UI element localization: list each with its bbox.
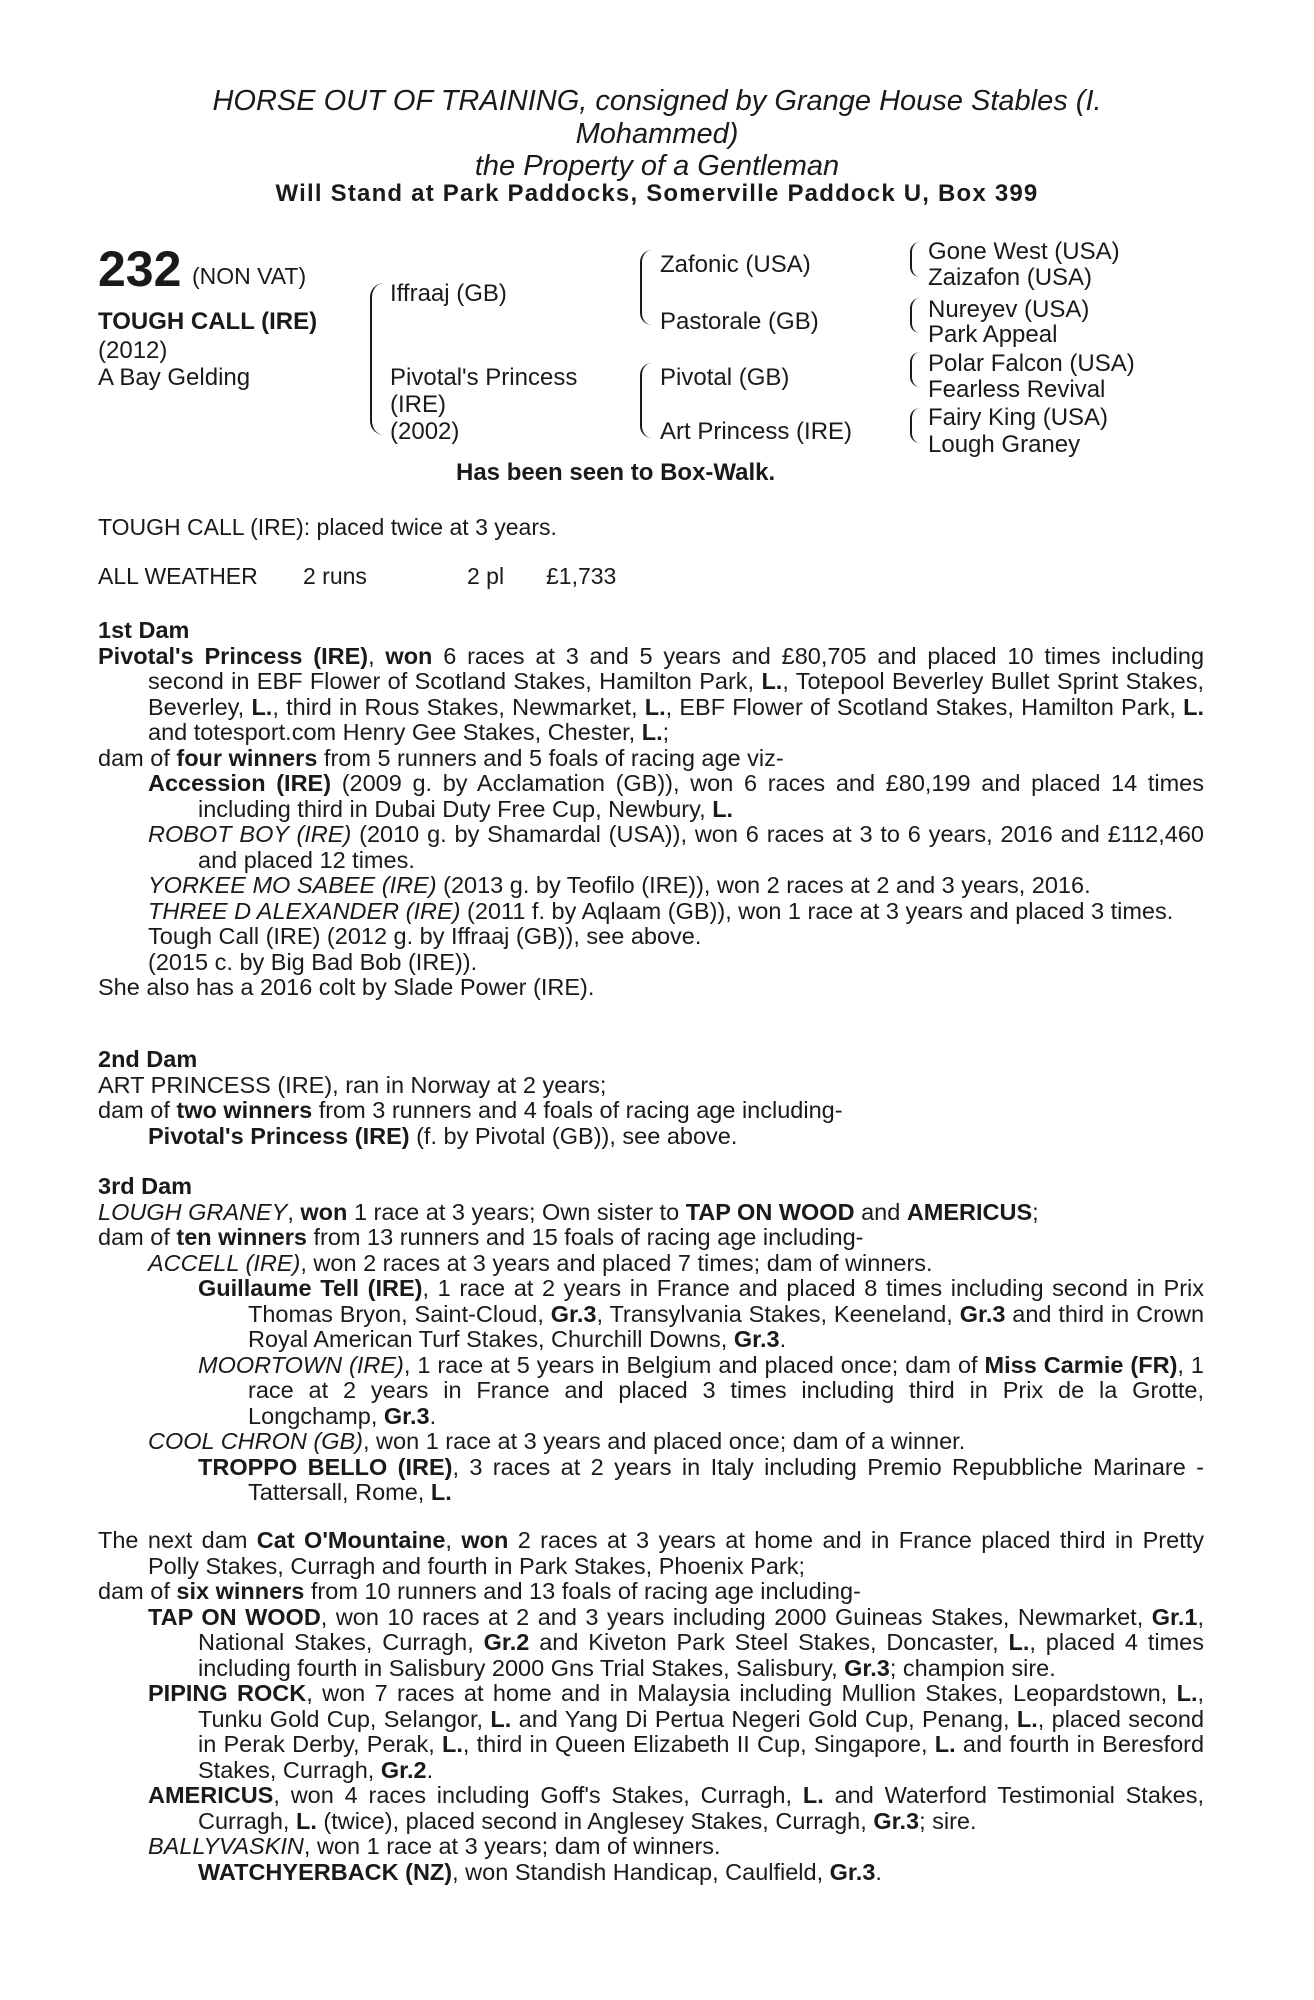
text: and third in Crown Royal American Turf Stakes, Churchill Downs, xyxy=(248,1300,1205,1352)
text: (twice), placed second in Anglesey Stakes, Curragh, xyxy=(323,1807,867,1834)
entry-name: Miss Carmie (FR) xyxy=(984,1351,1178,1378)
text: , Tunku Gold Cup, Selangor, xyxy=(198,1680,1205,1732)
next-dam-section xyxy=(98,1528,1204,1885)
lot-description: A Bay Gelding xyxy=(98,364,251,391)
text: from 3 runners and 4 foals of racing age including- xyxy=(318,1097,843,1123)
text: , 1 race at 2 years in France and placed 3 times including third in Prix de la Grotte, Longchamp, xyxy=(248,1351,1204,1429)
text: . xyxy=(875,1858,882,1885)
entry-moortown xyxy=(98,1353,1204,1430)
winners-count: six winners xyxy=(176,1578,305,1604)
text: and Kiveton Park Steel Stakes, Doncaster, xyxy=(539,1629,999,1655)
listed-mark: L. xyxy=(934,1731,956,1757)
pedigree-brace-sire xyxy=(640,250,652,325)
pedigree-dds: Fairy King (USA) xyxy=(928,404,1109,431)
text: (2009 g. by Acclamation (GB)), won 6 races and £80,199 and placed 14 times including third in Dubai Duty Free Cup, Newbury, xyxy=(198,770,1205,822)
pedigree-dsd: Fearless Revival xyxy=(928,376,1106,403)
pedigree-dam-2: (IRE) xyxy=(390,391,446,418)
entry-accell xyxy=(98,1251,1204,1277)
text: , third in Rous Stakes, Newmarket, xyxy=(272,693,638,720)
dam-name: LOUGH GRANEY xyxy=(98,1198,288,1225)
second-dam-section xyxy=(98,1047,1204,1149)
listed-mark: L. xyxy=(430,1479,452,1505)
text: . xyxy=(779,1326,787,1352)
text: , National Stakes, Curragh, xyxy=(198,1603,1204,1655)
header-line-1: HORSE OUT OF TRAINING, consigned by Grange House Stables (I. xyxy=(212,85,1102,117)
group-mark: Gr.2 xyxy=(380,1756,427,1783)
text: ; champion sire. xyxy=(889,1654,1056,1681)
record-placed: 2 pl xyxy=(467,563,505,589)
entry-name: COOL CHRON (GB) xyxy=(148,1428,363,1454)
winners-count: two winners xyxy=(176,1097,313,1123)
text: ; xyxy=(1032,1198,1039,1225)
box-walk-note: Has been seen to Box-Walk. xyxy=(456,459,776,486)
text: , 1 race at 5 years in Belgium and placed once; dam of xyxy=(403,1351,978,1378)
pedigree-brace-4 xyxy=(910,408,920,443)
race-summary: TOUGH CALL (IRE): placed twice at 3 years. xyxy=(98,514,557,540)
text: , won Standish Handicap, Caulfield, xyxy=(452,1858,824,1885)
record-earnings: £1,733 xyxy=(546,563,617,589)
entry-name: Guillaume Tell (IRE) xyxy=(198,1275,423,1301)
text: from 5 runners and 5 foals of racing age viz- xyxy=(323,744,784,771)
lot-vat: (NON VAT) xyxy=(192,263,307,289)
second-dam-line-1: ART PRINCESS (IRE), ran in Norway at 2 years; xyxy=(98,1071,607,1098)
text: ; sire. xyxy=(919,1807,977,1834)
listed-mark: L. xyxy=(802,1782,824,1808)
won-label: won xyxy=(461,1527,509,1553)
group-mark: Gr.3 xyxy=(959,1300,1006,1327)
text: 6 races at 3 and 5 years and £80,705 and placed 10 times including second in EBF Flower of Scotland Stakes, Hamilton Park, xyxy=(148,642,1205,694)
text: . xyxy=(429,1402,437,1429)
header-stand-line: Will Stand at Park Paddocks, Somerville Paddock U, Box 399 xyxy=(275,180,1039,207)
text: , placed second in Perak Derby, Perak, xyxy=(198,1705,1205,1757)
text: dam of xyxy=(98,1097,170,1123)
third-dam-section xyxy=(98,1174,1204,1506)
entry-troppo-bello xyxy=(98,1455,1204,1506)
entry-name: TROPPO BELLO (IRE) xyxy=(198,1453,453,1480)
pedigree-dam-dam: Art Princess (IRE) xyxy=(660,418,853,445)
record-runs: 2 runs xyxy=(303,563,367,589)
listed-mark: L. xyxy=(490,1705,512,1732)
entry-watchyerback xyxy=(98,1860,1204,1886)
header-line-2: Mohammed) xyxy=(575,118,739,150)
entry-name: BALLYVASKIN xyxy=(148,1833,304,1859)
lot-number: 232 xyxy=(98,241,182,297)
pedigree-sire-sire: Zafonic (USA) xyxy=(660,251,811,278)
text: dam of xyxy=(98,744,170,771)
group-mark: Gr.3 xyxy=(733,1326,780,1352)
group-mark: Gr.3 xyxy=(550,1300,597,1327)
entry-name: AMERICUS xyxy=(148,1782,274,1808)
first-dam-2016-colt: She also has a 2016 colt by Slade Power (IRE). xyxy=(98,974,595,1000)
text: , xyxy=(287,1198,294,1225)
text: , won 1 race at 3 years; dam of winners. xyxy=(303,1833,721,1859)
text: 1 race at 3 years; Own sister to xyxy=(353,1198,680,1225)
text: , xyxy=(445,1527,452,1553)
group-mark: Gr.1 xyxy=(1151,1603,1198,1630)
listed-mark: L. xyxy=(441,1731,463,1757)
lot-name: TOUGH CALL (IRE) xyxy=(98,308,318,335)
first-dam-name: Pivotal's Princess (IRE) xyxy=(98,642,369,669)
offspring-robot-boy xyxy=(98,822,1204,873)
text: dam of xyxy=(98,1224,170,1250)
third-dam-line-2 xyxy=(98,1225,1204,1251)
text: . xyxy=(426,1756,434,1783)
group-mark: Gr.2 xyxy=(483,1629,530,1655)
pedigree-brace-main xyxy=(370,283,384,435)
pedigree-ddd: Lough Graney xyxy=(928,431,1081,458)
first-dam-section xyxy=(98,618,1204,1001)
offspring-name: ROBOT BOY (IRE) xyxy=(148,821,352,847)
text: from 13 runners and 15 foals of racing age including- xyxy=(313,1224,864,1250)
offspring-tough-call: Tough Call (IRE) (2012 g. by Iffraaj (GB)), see above. xyxy=(148,923,702,949)
pedigree-sdd: Park Appeal xyxy=(928,321,1058,348)
listed-mark: L. xyxy=(641,719,663,745)
first-dam-produce-line xyxy=(98,746,1204,772)
text: , 1 race at 2 years in France and placed 8 times including second in Prix Thomas Bryon, Saint-Cloud, xyxy=(248,1275,1204,1327)
listed-mark: L. xyxy=(1016,1705,1038,1732)
third-dam-heading: 3rd Dam xyxy=(98,1173,193,1199)
pedigree-sds: Nureyev (USA) xyxy=(928,296,1090,323)
group-mark: Gr.3 xyxy=(844,1654,890,1681)
pedigree-brace-3 xyxy=(910,352,920,387)
pedigree-dss: Polar Falcon (USA) xyxy=(928,350,1135,377)
record-surface: ALL WEATHER xyxy=(98,563,258,589)
entry-name: PIPING ROCK xyxy=(148,1680,307,1706)
text: , EBF Flower of Scotland Stakes, Hamilton Park, xyxy=(665,693,1176,720)
text: , 3 races at 2 years in Italy including Premio Repubbliche Marinare -Tattersall, Rome, xyxy=(248,1453,1204,1505)
entry-name: WATCHYERBACK (NZ) xyxy=(198,1858,453,1885)
winners-count: four winners xyxy=(176,744,318,771)
winners-count: ten winners xyxy=(176,1224,307,1250)
text: , placed 4 times including fourth in Salisbury 2000 Gns Trial Stakes, Salisbury, xyxy=(198,1629,1204,1681)
entry-ballyvaskin xyxy=(98,1834,1204,1860)
text: and totesport.com Henry Gee Stakes, Chester, xyxy=(148,719,636,745)
first-dam-heading: 1st Dam xyxy=(98,617,190,643)
text: , Transylvania Stakes, Keeneland, xyxy=(596,1300,953,1327)
second-dam-line-2 xyxy=(98,1098,1204,1124)
text: ; xyxy=(662,719,670,745)
entry-piping-rock xyxy=(98,1681,1204,1783)
lot-year: (2012) xyxy=(98,337,168,364)
offspring-yorkee xyxy=(98,873,1204,899)
dam-name: Cat O'Mountaine xyxy=(256,1527,446,1553)
listed-mark: L. xyxy=(295,1807,317,1834)
text: , won 1 race at 3 years and placed once; dam of a winner. xyxy=(363,1428,966,1454)
text: (2013 g. by Teofilo (IRE)), won 2 races at 2 and 3 years, 2016. xyxy=(443,872,1091,898)
pedigree-brace-1 xyxy=(910,242,920,277)
listed-mark: L. xyxy=(1176,1680,1198,1706)
offspring-2015-colt: (2015 c. by Big Bad Bob (IRE)). xyxy=(148,948,478,975)
pedigree-brace-dam xyxy=(640,363,652,438)
pedigree-dam-3: (2002) xyxy=(390,418,460,445)
third-dam-line-1 xyxy=(98,1200,1204,1226)
entry-tap-on-wood xyxy=(98,1605,1204,1682)
text: , won 4 races including Goff's Stakes, Curragh, xyxy=(273,1782,793,1808)
offspring-accession xyxy=(98,771,1204,822)
text: , third in Queen Elizabeth II Cup, Singapore, xyxy=(462,1731,928,1757)
second-dam-heading: 2nd Dam xyxy=(98,1046,198,1072)
pedigree-dam-1: Pivotal's Princess xyxy=(390,364,578,391)
entry-americus xyxy=(98,1783,1204,1834)
listed-mark: L. xyxy=(761,668,783,694)
won-label: won xyxy=(385,642,433,669)
text: (2010 g. by Shamardal (USA)), won 6 races at 3 to 6 years, 2016 and £112,460 and placed 12 times. xyxy=(198,821,1204,873)
entry-guillaume-tell xyxy=(98,1276,1204,1353)
text: , Totepool Beverley Bullet Sprint Stakes, Beverley, xyxy=(148,668,1205,720)
text: dam of xyxy=(98,1578,170,1604)
pedigree-brace-2 xyxy=(910,298,920,333)
text: (f. by Pivotal (GB)), see above. xyxy=(416,1122,738,1149)
text: and xyxy=(861,1198,901,1225)
entry-name: MOORTOWN (IRE) xyxy=(198,1351,404,1378)
text: , won 10 races at 2 and 3 years including 2000 Guineas Stakes, Newmarket, xyxy=(320,1603,1144,1630)
text: (2011 f. by Aqlaam (GB)), won 1 race at 3 years and placed 3 times. xyxy=(467,897,1174,924)
sibling-name: TAP ON WOOD xyxy=(685,1198,855,1225)
won-label: won xyxy=(300,1198,348,1225)
offspring-name: Accession (IRE) xyxy=(148,770,332,796)
listed-mark: L. xyxy=(1183,693,1204,720)
listed-mark: L. xyxy=(1008,1629,1030,1655)
next-dam-line-1 xyxy=(98,1528,1204,1579)
header-line-3: the Property of a Gentleman xyxy=(474,150,840,182)
pedigree-sire-dam: Pastorale (GB) xyxy=(660,308,819,335)
text: , won 7 races at home and in Malaysia including Mullion Stakes, Leopardstown, xyxy=(306,1680,1168,1706)
pedigree-ssd: Zaizafon (USA) xyxy=(928,264,1093,291)
sibling-name: AMERICUS xyxy=(906,1198,1033,1225)
second-dam-line-3 xyxy=(98,1124,1204,1150)
offspring-name: Pivotal's Princess (IRE) xyxy=(148,1122,410,1149)
listed-mark: L. xyxy=(251,693,273,720)
group-mark: Gr.3 xyxy=(829,1858,876,1885)
text: 2 races at 3 years at home and in France placed third in Pretty Polly Stakes, Curragh and fourth in Park Stakes, Phoenix Park; xyxy=(148,1527,1205,1579)
text: from 10 runners and 13 foals of racing age including- xyxy=(310,1578,861,1604)
entry-name: ACCELL (IRE) xyxy=(148,1249,301,1276)
offspring-name: YORKEE MO SABEE (IRE) xyxy=(148,872,437,898)
pedigree-dam-sire: Pivotal (GB) xyxy=(660,364,790,391)
offspring-name: THREE D ALEXANDER (IRE) xyxy=(148,897,461,924)
group-mark: Gr.3 xyxy=(383,1402,430,1429)
pedigree-sire: Iffraaj (GB) xyxy=(390,280,507,307)
text: and Yang Di Pertua Negeri Gold Cup, Penang, xyxy=(518,1705,1010,1732)
text: , won 2 races at 3 years and placed 7 times; dam of winners. xyxy=(300,1249,933,1276)
offspring-three-d xyxy=(98,899,1204,925)
text: and Waterford Testimonial Stakes, Curragh, xyxy=(198,1782,1205,1834)
group-mark: Gr.3 xyxy=(873,1807,920,1834)
first-dam-paragraph: Pivotal's Princess (IRE), won 6 races at 3 and 5 years and £80,705 and placed 10 times including second in EBF Flower of Scotland Stakes, Hamilton Park, L., Totepool Beverley Bullet Sprint Stakes, Beverley, L., third in Rous Stakes, Newmarket, L., EBF Flower of Scotland Stakes, Hamilton Park, L. and totesport.com Henry Gee Stakes, Chester, L.; xyxy=(98,642,1205,745)
text: and fourth in Beresford Stakes, Curragh, xyxy=(198,1731,1205,1783)
text: The next dam xyxy=(98,1527,248,1553)
entry-name: TAP ON WOOD xyxy=(148,1603,321,1630)
pedigree-sss: Gone West (USA) xyxy=(928,238,1120,265)
next-dam-line-2 xyxy=(98,1579,1204,1605)
entry-cool-chron xyxy=(98,1429,1204,1455)
listed-mark: L. xyxy=(644,693,666,720)
listed-mark: L. xyxy=(712,795,734,822)
